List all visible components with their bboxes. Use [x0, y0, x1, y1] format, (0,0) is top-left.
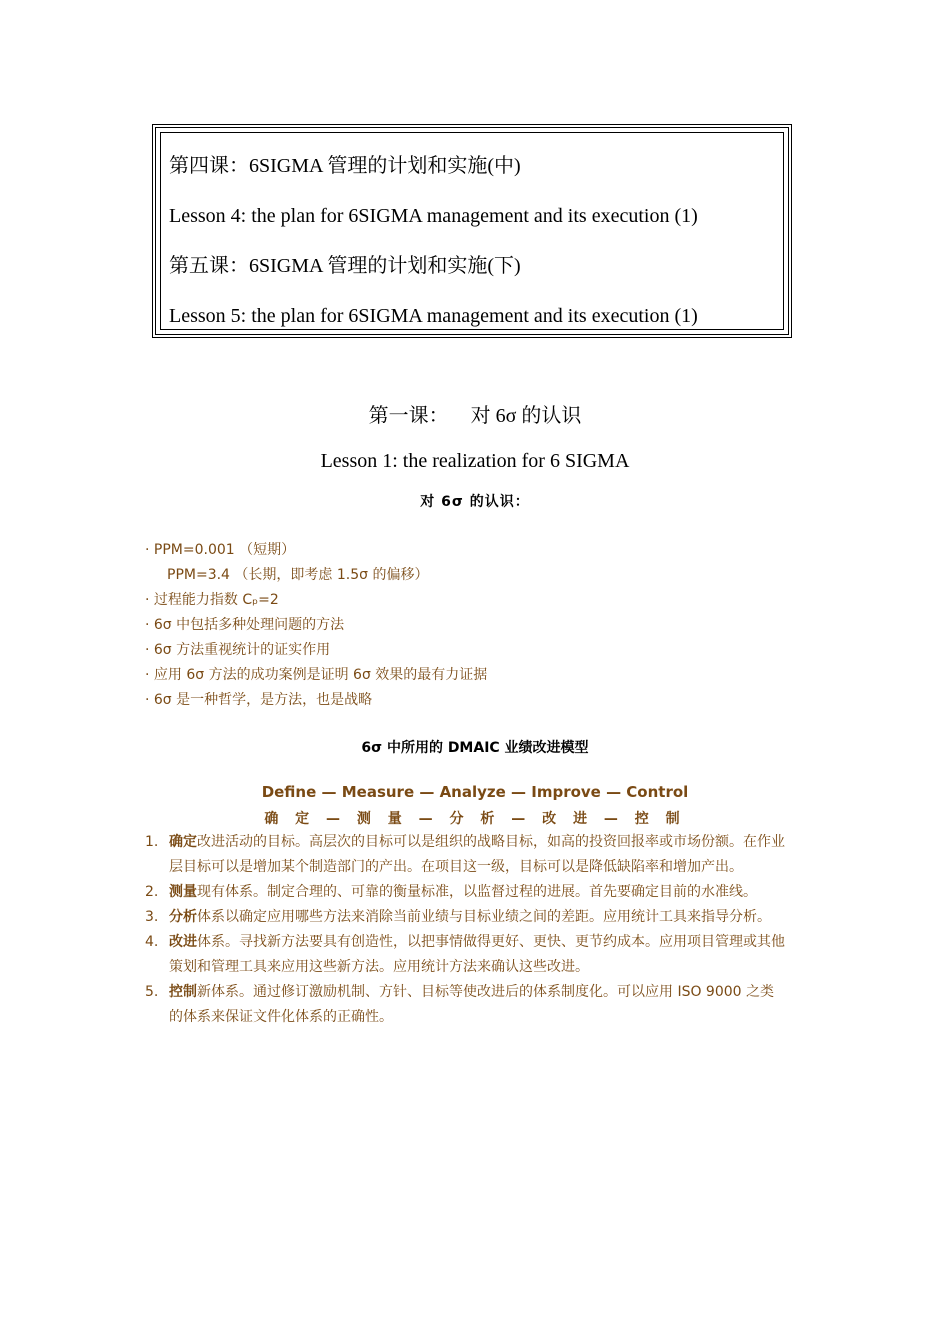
step-key: 测量 [169, 884, 197, 900]
lesson-4-en: Lesson 4: the plan for 6SIGMA management and its execution (1) [169, 205, 698, 227]
lesson-1-cn-title [0, 399, 950, 428]
lesson-1-cn-text: 对 6σ 的认识 [470, 405, 582, 427]
bullet-item: · 应用 6σ 方法的成功案例是证明 6σ 效果的最有力证据 [145, 667, 488, 683]
step-item [145, 980, 785, 1030]
step-item [145, 880, 785, 905]
section-title: 对 6σ 的认识： [420, 494, 530, 510]
step-number: 4. [145, 934, 159, 950]
lesson-1-en-title: Lesson 1: the realization for 6 SIGMA [320, 450, 630, 472]
step-item [145, 930, 785, 980]
step-text: 新体系。通过修订激励机制、方针、目标等使改进后的体系制度化。可以应用 ISO 9000 之类的体系来保证文件化体系的正确性。 [169, 984, 775, 1025]
lesson-1-cn-prefix: 第一课： [368, 405, 449, 427]
step-number: 2. [145, 884, 159, 900]
step-key: 改进 [169, 934, 197, 950]
step-text: 改进活动的目标。高层次的目标可以是组织的战略目标，如高的投资回报率或市场份额。在作业层目标可以是增加某个制造部门的产出。在项目这一级，目标可以是降低缺陷率和增加产出。 [169, 834, 785, 875]
bullet-list [145, 538, 487, 713]
step-text: 体系以确定应用哪些方法来消除当前业绩与目标业绩之间的差距。应用统计工具来指导分析。 [197, 909, 771, 925]
step-number: 1. [145, 834, 159, 850]
model-title: 6σ 中所用的 DMAIC 业绩改进模型 [361, 740, 589, 756]
bullet-item: PPM=3.4 （长期，即考虑 1.5σ 的偏移） [167, 567, 429, 583]
bullet-item: · PPM=0.001 （短期） [145, 542, 296, 558]
bullet-item: · 6σ 方法重视统计的证实作用 [145, 642, 331, 658]
step-key: 控制 [169, 984, 197, 1000]
step-text: 体系。寻找新方法要具有创造性，以把事情做得更好、更快、更节约成本。应用项目管理或其他策划和管理工具来应用这些新方法。应用统计方法来确认这些改进。 [169, 934, 785, 975]
lesson-box-inner [160, 132, 784, 330]
step-number: 3. [145, 909, 159, 925]
step-item [145, 905, 785, 930]
dmaic-phases-cn: 确 定 — 测 量 — 分 析 — 改 进 — 控 制 [264, 811, 686, 827]
step-number: 5. [145, 984, 159, 1000]
bullet-item: · 6σ 中包括多种处理问题的方法 [145, 617, 345, 633]
lesson-5-cn: 第五课：6SIGMA 管理的计划和实施(下) [169, 255, 521, 277]
step-text: 现有体系。制定合理的、可靠的衡量标准，以监督过程的进展。首先要确定目前的水准线。 [197, 884, 757, 900]
bullet-item: · 6σ 是一种哲学，是方法，也是战略 [145, 692, 373, 708]
lesson-box [152, 124, 792, 338]
dmaic-steps [145, 830, 785, 1030]
bullet-item: · 过程能力指数 Cₚ=2 [145, 592, 279, 608]
dmaic-phases-en: Define — Measure — Analyze — Improve — Control [261, 783, 689, 801]
lesson-4-cn: 第四课：6SIGMA 管理的计划和实施(中) [169, 155, 521, 177]
lesson-5-en: Lesson 5: the plan for 6SIGMA management and its execution (1) [169, 305, 698, 327]
step-key: 确定 [169, 834, 197, 850]
step-item [145, 830, 785, 880]
step-key: 分析 [169, 909, 197, 925]
